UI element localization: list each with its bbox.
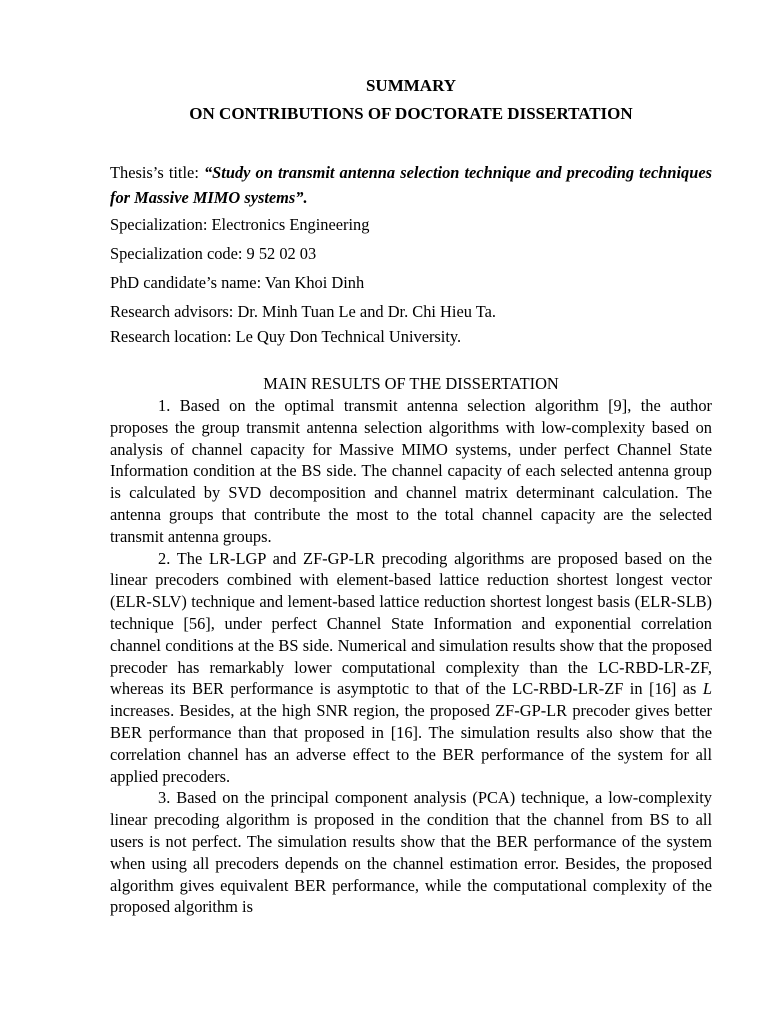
specialization-code-line: Specialization code: 9 52 02 03 [110, 244, 317, 263]
document-title-subtitle: ON CONTRIBUTIONS OF DOCTORATE DISSERTATION [189, 104, 633, 123]
thesis-metadata [110, 160, 712, 347]
result-item-2-text-b: increases. Besides, at the high SNR region, the proposed ZF-GP-LR precoder gives better BER performance than that proposed in [16]. The simulation results also show that the correlation channel has an adverse effect to the BER performance of the system for all applied precoders. [110, 701, 712, 786]
thesis-title-label: Thesis’s title: [110, 163, 204, 182]
result-item-2 [110, 548, 712, 788]
result-item-1: 1. Based on the optimal transmit antenna selection algorithm [9], the author proposes the group transmit antenna selection algorithms with low-complexity based on analysis of channel capacity for Massive MIMO systems, under perfect Channel State Information condition at the BS side. The channel capacity of each selected antenna group is calculated by SVD decomposition and channel matrix determinant calculation. The antenna groups that contribute the most to the total channel capacity are the selected transmit antenna groups. [110, 396, 712, 546]
main-results-heading: MAIN RESULTS OF THE DISSERTATION [263, 374, 559, 393]
candidate-name-line: PhD candidate’s name: Van Khoi Dinh [110, 273, 365, 292]
document-page [110, 72, 712, 918]
document-title-summary: SUMMARY [365, 76, 457, 95]
thesis-title-text: “Study on transmit antenna selection technique and precoding techniques for Massive MIMO systems”. [110, 163, 713, 207]
thesis-title-line [110, 160, 712, 210]
research-location-line: Research location: Le Quy Don Technical University. [110, 326, 462, 346]
result-item-2-text-a: 2. The LR-LGP and ZF-GP-LR precoding algorithms are proposed based on the linear precoders combined with element-based lattice reduction shortest longest vector (ELR-SLV) technique and lement-based lattice reduction shortest longest basis (ELR-SLB) technique [56], under perfect Channel State Information and exponential correlation channel conditions at the BS side. Numerical and simulation results show that the proposed precoder has remarkably lower computational complexity than the LC-RBD-LR-ZF, whereas its BER performance is asymptotic to that of the LC-RBD-LR-ZF in [16] as [110, 548, 712, 699]
specialization-line: Specialization: Electronics Engineering [110, 215, 370, 234]
result-item-3: 3. Based on the principal component analysis (PCA) technique, a low-complexity linear precoding algorithm is proposed in the condition that the channel from BS to all users is not perfect. The simulation results show that the BER performance of the system when using all precoders depends on the channel estimation error. Besides, the proposed algorithm gives equivalent BER performance, while the computational complexity of the proposed algorithm is [110, 788, 712, 917]
result-item-2-variable: L [702, 679, 712, 699]
research-advisors-line: Research advisors: Dr. Minh Tuan Le and Dr. Chi Hieu Ta. [110, 302, 496, 321]
